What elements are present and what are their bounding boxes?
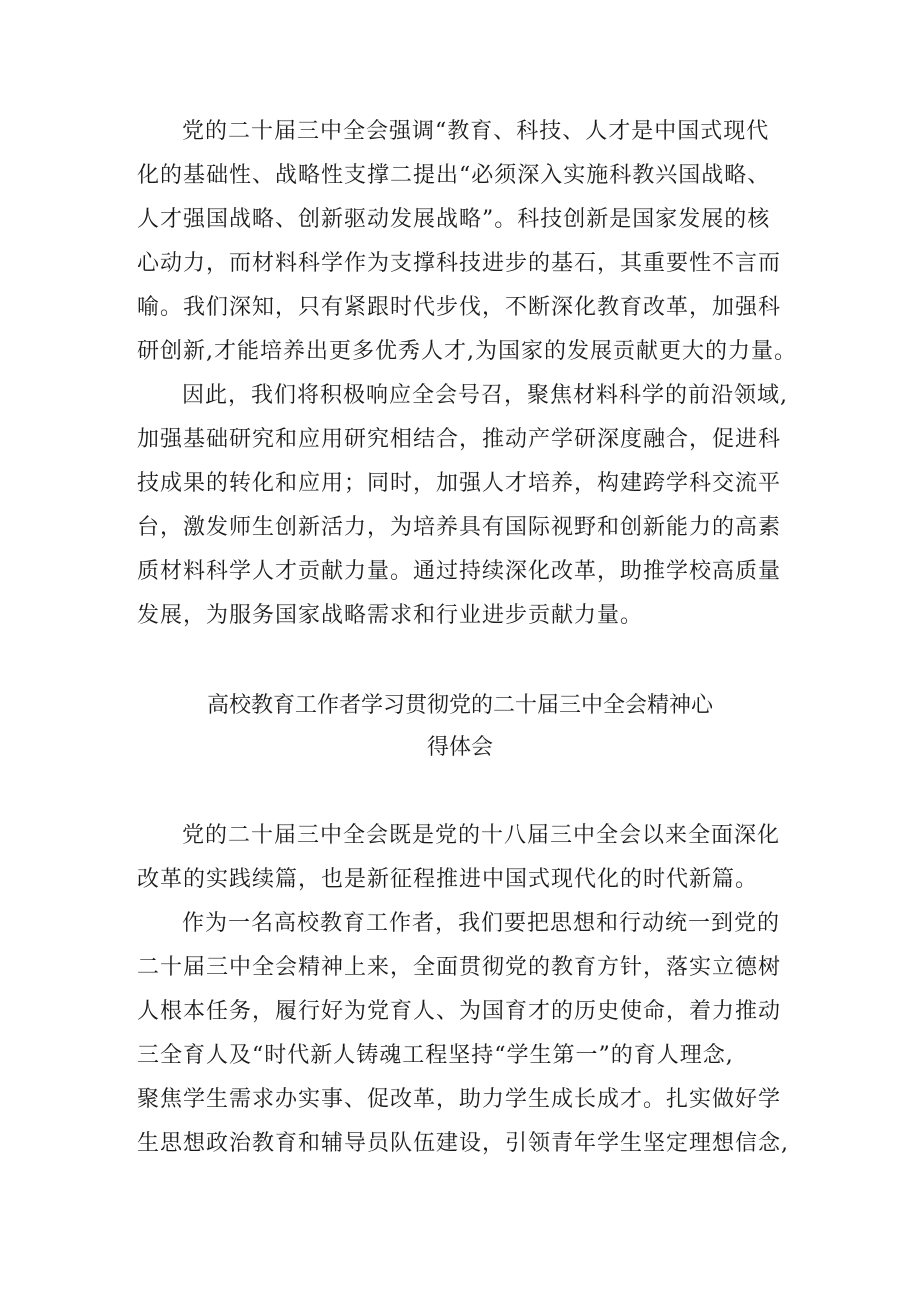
text-line: 党的二十届三中全会既是党的十八届三中全会以来全面深化 <box>182 823 781 848</box>
text-line: 喻。我们深知，只有紧跟时代步伐，不断深化教育改革，加强科 <box>137 295 782 320</box>
text-line: 生思想政治教育和辅导员队伍建设，引领青年学生坚定理想信念, <box>137 1131 789 1156</box>
text-line: 研创新,才能培养出更多优秀人才,为国家的发展贡献更大的力量。 <box>137 339 797 364</box>
text-line: 加强基础研究和应用研究相结合，推动产学研深度融合，促进科 <box>137 427 782 452</box>
text-line: 发展，为服务国家战略需求和行业进步贡献力量。 <box>137 603 644 628</box>
text-line: 台，激发师生创新活力，为培养具有国际视野和创新能力的高素 <box>137 515 782 540</box>
article-title-line-1: 高校教育工作者学习贯彻党的二十届三中全会精神心 <box>206 693 713 718</box>
text-line: 因此，我们将积极响应全会号召，聚焦材料科学的前沿领域, <box>182 383 788 408</box>
article-title-line-2: 得体会 <box>426 735 493 760</box>
text-line: 技成果的转化和应用；同时，加强人才培养，构建跨学科交流平 <box>137 471 782 496</box>
text-line: 化的基础性、战略性支撑二提出“必须深入实施科教兴国战略、 <box>137 163 771 188</box>
text-line: 党的二十届三中全会强调“教育、科技、人才是中国式现代 <box>182 119 770 144</box>
text-line: 聚焦学生需求办实事、促改革，助力学生成长成才。扎实做好学 <box>137 1087 782 1112</box>
text-line: 人根本任务，履行好为党育人、为国育才的历史使命，着力推动 <box>137 999 782 1024</box>
text-line: 质材料科学人才贡献力量。通过持续深化改革，助推学校高质量 <box>137 559 782 584</box>
text-line: 改革的实践续篇，也是新征程推进中国式现代化的时代新篇。 <box>137 867 759 892</box>
text-line: 二十届三中全会精神上来，全面贯彻党的教育方针，落实立德树 <box>137 955 782 980</box>
text-line: 人才强国战略、创新驱动发展战略”。科技创新是国家发展的核 <box>137 207 771 232</box>
text-line: 作为一名高校教育工作者，我们要把思想和行动统一到党的 <box>182 911 781 936</box>
text-line: 三全育人及“时代新人铸魂工程坚持“学生第一”的育人理念, <box>137 1043 734 1068</box>
text-line: 心动力，而材料科学作为支撑科技进步的基石，其重要性不言而 <box>137 251 782 276</box>
